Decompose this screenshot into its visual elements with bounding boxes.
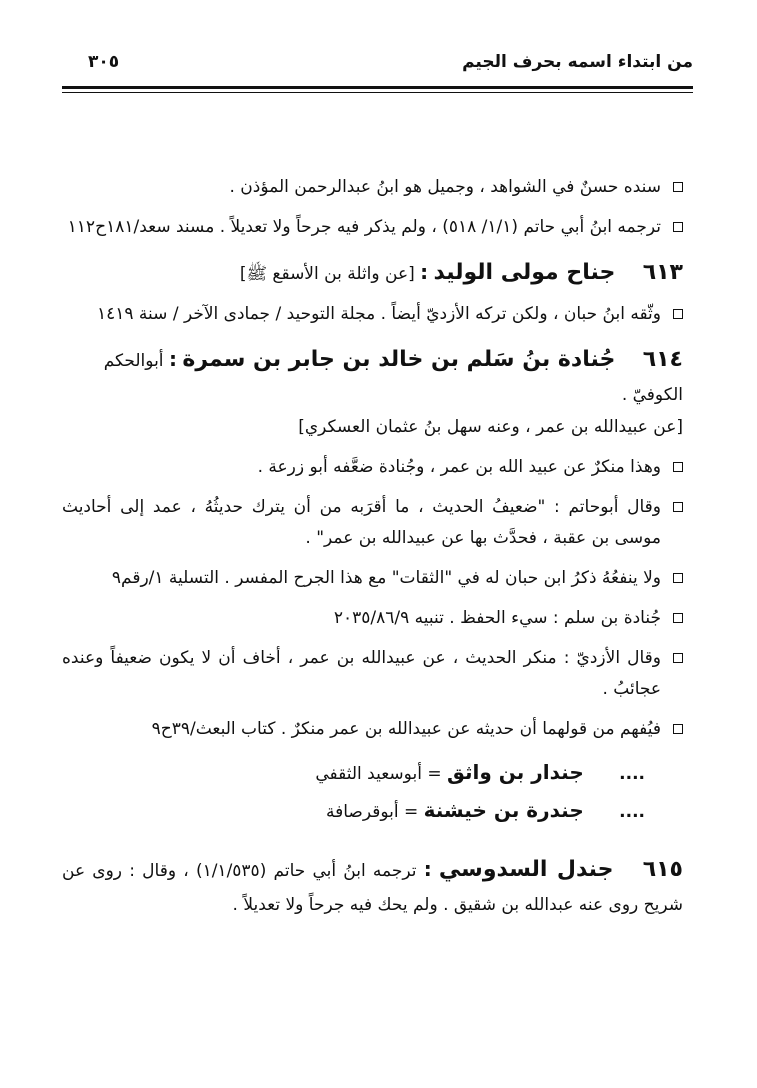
cross-reference-target: أبوقرصافة <box>325 802 399 822</box>
cross-reference-target: أبوسعيد الثقفي <box>315 764 422 784</box>
note-paragraph <box>62 603 683 634</box>
cross-reference-name: جندار بن واثق <box>446 760 584 784</box>
note-text: وقال أبوحاتم : "ضعيفُ الحديث ، ما أقرَبه من أن يترك حديثُهُ ، عمد إلى أحاديث موسى بن عقبة ، فحدَّث بها عن عبيدالله بن عمر" . <box>62 497 661 548</box>
entry-614-heading <box>62 342 683 444</box>
note-paragraph <box>62 563 683 594</box>
note-text: وهذا منكرٌ عن عبيد الله بن عمر ، وجُنادة ضعَّفه أبو زرعة . <box>257 457 661 477</box>
running-title: من ابتداء اسمه بحرف الجيم <box>462 52 693 72</box>
entry-number: ٦١٤ <box>642 347 683 372</box>
leader-dots: .... <box>619 802 645 822</box>
header-rule-thick <box>62 86 693 89</box>
page-body <box>62 172 683 930</box>
header-rule-thin <box>62 92 693 93</box>
note-text: وثّقه ابنُ حبان ، ولكن تركه الأزديّ أيضاً . مجلة التوحيد / جمادى الآخر / سنة ١٤١٩ <box>97 304 661 324</box>
note-text: جُنادة بن سلم : سيء الحفظ . تنبيه ٢٠٣٥/٨٦/٩ <box>333 608 661 628</box>
square-bullet-icon <box>673 613 683 623</box>
square-bullet-icon <box>673 309 683 319</box>
entry-number: ٦١٥ <box>642 857 683 882</box>
equals-sign: = <box>427 764 442 784</box>
note-text: فيُفهم من قولهما أن حديثه عن عبيدالله بن عمر منكرٌ . كتاب البعث/٣٩ح٩ <box>151 719 661 739</box>
cross-reference <box>62 792 683 830</box>
entry-615-heading <box>62 852 683 922</box>
square-bullet-icon <box>673 222 683 232</box>
entry-sub-line: [عن عبيدالله بن عمر ، وعنه سهل بنُ عثمان العسكري] <box>298 417 683 437</box>
entry-name: جناح مولى الوليد <box>433 260 616 285</box>
note-paragraph <box>62 172 683 203</box>
note-paragraph <box>62 492 683 554</box>
square-bullet-icon <box>673 502 683 512</box>
note-text: وقال الأزديّ : منكر الحديث ، عن عبيدالله بن عمر ، أخاف أن لا يكون ضعيفاً وعنده عجائبُ . <box>62 648 661 699</box>
page-header <box>60 44 693 80</box>
entry-detail: أبوالحكم الكوفيّ . <box>103 351 683 405</box>
entry-detail: [عن واثلة بن الأسقع ﷺ] <box>239 264 415 284</box>
square-bullet-icon <box>673 182 683 192</box>
square-bullet-icon <box>673 653 683 663</box>
cross-reference <box>62 754 683 792</box>
cross-reference-name: جندرة بن خيشنة <box>423 798 584 822</box>
entry-separator: : <box>423 857 432 881</box>
note-paragraph <box>62 714 683 745</box>
leader-dots: .... <box>619 764 645 784</box>
entry-separator: : <box>168 347 177 371</box>
entry-name: جندل السدوسي <box>438 857 614 882</box>
equals-sign: = <box>403 802 419 822</box>
entry-number: ٦١٣ <box>642 260 683 285</box>
square-bullet-icon <box>673 462 683 472</box>
square-bullet-icon <box>673 573 683 583</box>
note-paragraph <box>62 643 683 705</box>
note-paragraph <box>62 212 683 243</box>
entry-name: جُنادة بنُ سَلم بن خالد بن جابر بن سمرة <box>182 347 616 372</box>
note-paragraph <box>62 452 683 483</box>
square-bullet-icon <box>673 724 683 734</box>
note-text: ولا ينفعُهُ ذكرُ ابن حبان له في "الثقات" مع هذا الجرح المفسر . التسلية ١/رقم٩ <box>111 568 661 588</box>
entry-613-heading <box>62 255 683 291</box>
note-text: سنده حسنٌ في الشواهد ، وجميل هو ابنُ عبدالرحمن المؤذن . <box>229 177 661 197</box>
section-spacer <box>62 830 683 852</box>
entry-separator: : <box>420 260 429 284</box>
page-number: ٣٠٥ <box>88 52 120 72</box>
note-text: ترجمه ابنُ أبي حاتم (١/١/ ٥١٨) ، ولم يذكر فيه جرحاً ولا تعديلاً . مسند سعد/١٨١ح١١٢ <box>67 217 661 237</box>
entry-detail: ترجمه ابنُ أبي حاتم (١/١/٥٣٥) ، وقال : روى عن شريح روى عنه عبدالله بن شقيق . ولم يحك فيه جرحاً ولا تعديلاً . <box>62 861 683 915</box>
note-paragraph <box>62 299 683 330</box>
